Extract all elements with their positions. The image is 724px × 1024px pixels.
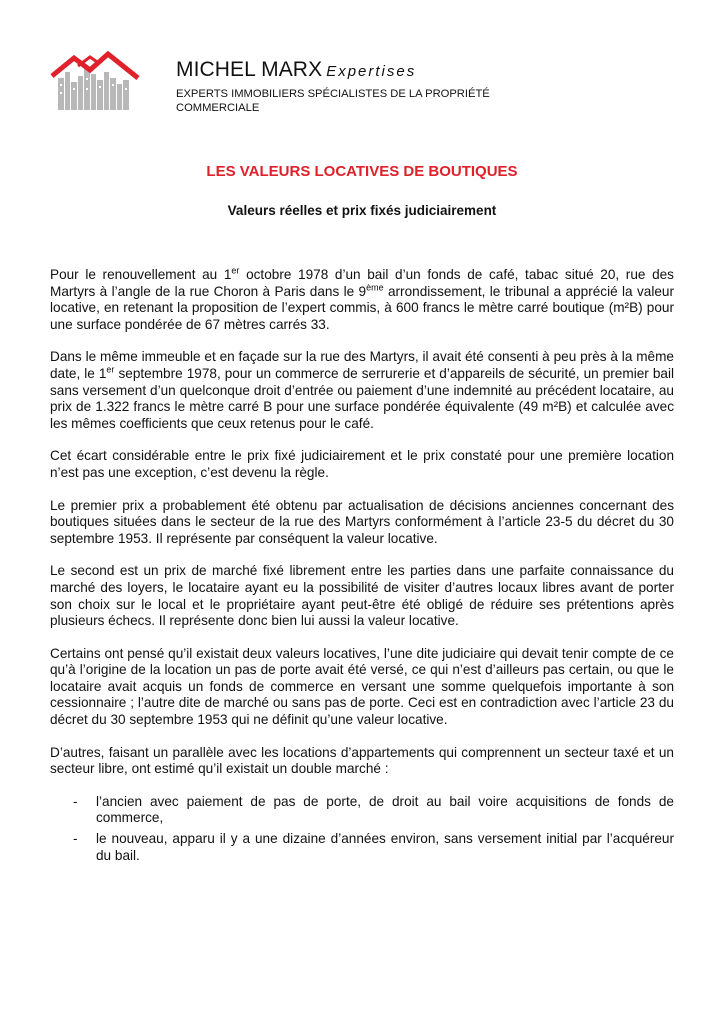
- list-item: [50, 794, 674, 827]
- paragraph-4: Le premier prix a probablement été obtenu par actualisation de décisions anciennes concernant des boutiques situées dans le secteur de la rue des Martyrs conformément à l’article 23-5 du décret du 30 septembre 1953. Il représente par conséquent la valeur locative.: [50, 497, 674, 546]
- paragraph-2: [50, 349, 674, 432]
- p2-text-b: septembre 1978, pour un commerce de serrurerie et d’appareils de sécurité, un premier bail sans versement d’un quelconque droit d’entrée ou paiement d’une indemnité au précédent locataire, au prix de 1.322 francs le mètre carré B pour une surface pondérée équivalente (49 m²B) et calculée avec les mêmes coefficients que ceux retenus pour le café.: [50, 365, 674, 431]
- bullet-list: [50, 794, 674, 864]
- paragraph-1: [50, 267, 674, 333]
- company-name: [176, 58, 556, 84]
- p1-sup-1: er: [231, 265, 240, 276]
- document-title: LES VALEURS LOCATIVES DE BOUTIQUES: [206, 163, 518, 180]
- list-bullet: -: [73, 831, 78, 847]
- list-item-text: l’ancien avec paiement de pas de porte, de droit au bail voire acquisitions de fonds de commerce,: [96, 793, 674, 826]
- p1-text-b: octobre 1978 d’un bail d’un fonds de café, tabac situé 20, rue des Martyrs à l’angle de la rue Choron à Paris dans le 9: [50, 267, 674, 299]
- p1-sup-2: ème: [366, 282, 384, 293]
- p1-text-a: Pour le renouvellement au 1: [50, 267, 232, 282]
- p1-text-c: arrondissement, le tribunal a apprécié la valeur locative, en retenant la proposition de l’expert commis, à 600 francs le mètre carré boutique (m²B) pour une surface pondérée de 67 mètres carrés 33.: [50, 283, 674, 332]
- paragraph-6: Certains ont pensé qu’il existait deux valeurs locatives, l’une dite judiciaire qui devait tenir compte de ce qu’à l’origine de la location un pas de porte avait été versé, ce qui n’est d’ailleurs pas certain, ou que le locataire avait acquis un fonds de commerce en versant une somme quelquefois importante à son cessionnaire ; l’autre dite de marché ou sans pas de porte. Ceci est en contradiction avec l’article 23 du décret du 30 septembre 1953 qui ne définit qu’une valeur locative.: [50, 645, 674, 728]
- company-suffix: Expertises: [326, 63, 417, 80]
- list-bullet: -: [73, 793, 78, 809]
- list-item: [50, 831, 674, 864]
- list-item-text: le nouveau, apparu il y a une dizaine d’années environ, sans versement initial par l’acquéreur du bail.: [96, 831, 674, 863]
- p2-sup-1: er: [106, 364, 115, 375]
- company-tagline: EXPERTS IMMOBILIERS SPÉCIALISTES DE LA PROPRIÉTÉ COMMERCIALE: [176, 88, 490, 114]
- p2-text-a: Dans le même immeuble et en façade sur la rue des Martyrs, il avait été consenti à peu près à la même date, le 1: [50, 349, 674, 381]
- company-name-text: MICHEL MARX: [176, 58, 323, 81]
- document-body: [50, 267, 674, 868]
- paragraph-7: D’autres, faisant un parallèle avec les locations d’appartements qui comprennent un secteur taxé et un secteur libre, ont estimé qu’il existait un double marché :: [50, 744, 674, 777]
- company-header: [176, 58, 556, 115]
- house-skyline-logo: [50, 48, 142, 112]
- paragraph-3: Cet écart considérable entre le prix fixé judiciairement et le prix constaté pour une première location n’est pas une exception, c’est devenu la règle.: [50, 448, 674, 480]
- paragraph-5: Le second est un prix de marché fixé librement entre les parties dans une parfaite connaissance du marché des loyers, le locataire ayant eu la possibilité de visiter d’autres locaux libres avant de porter son choix sur le local et le propriétaire ayant peut-être été obligé de réduire ses prétentions après plusieurs échecs. Il représente donc bien lui aussi la valeur locative.: [50, 563, 674, 629]
- document-subtitle: Valeurs réelles et prix fixés judiciairement: [227, 203, 497, 218]
